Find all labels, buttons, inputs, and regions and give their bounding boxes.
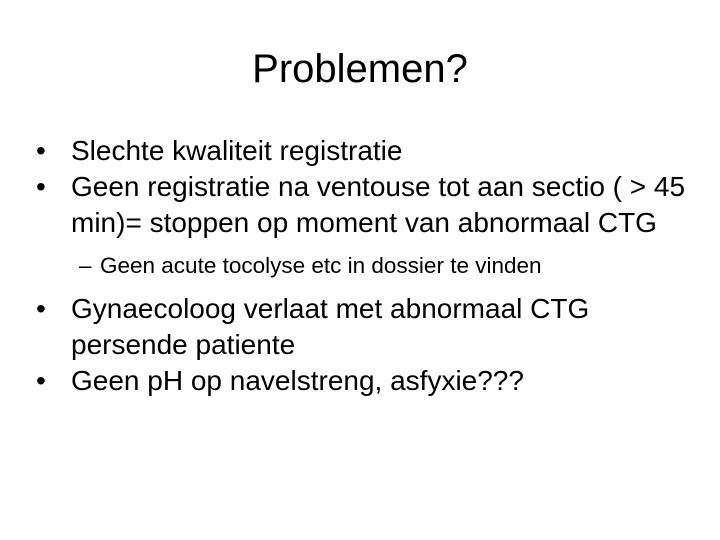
bullet-item (36, 291, 696, 363)
bullet-marker: • (36, 171, 46, 202)
bullet-text: Geen pH op navelstreng, asfyxie??? (71, 365, 524, 396)
sub-bullet-item (36, 251, 696, 281)
sub-bullet-marker: – (79, 253, 92, 278)
bullet-item (36, 169, 696, 241)
bullet-text: Slechte kwaliteit registratie (71, 135, 403, 166)
slide-title: Problemen? (252, 47, 468, 91)
bullet-item (36, 133, 696, 169)
bullet-item (36, 363, 696, 399)
bullet-marker: • (36, 135, 46, 166)
bullet-text: Gynaecoloog verlaat met abnormaal CTG persende patiente (71, 293, 590, 360)
bullet-marker: • (36, 293, 46, 324)
sub-bullet-text: Geen acute tocolyse etc in dossier te vinden (100, 253, 542, 278)
bullet-text: Geen registratie na ventouse tot aan sectio ( > 45 min)= stoppen op moment van abnormaal CTG (71, 171, 686, 238)
bullet-marker: • (36, 365, 46, 396)
bullet-list (36, 133, 696, 399)
